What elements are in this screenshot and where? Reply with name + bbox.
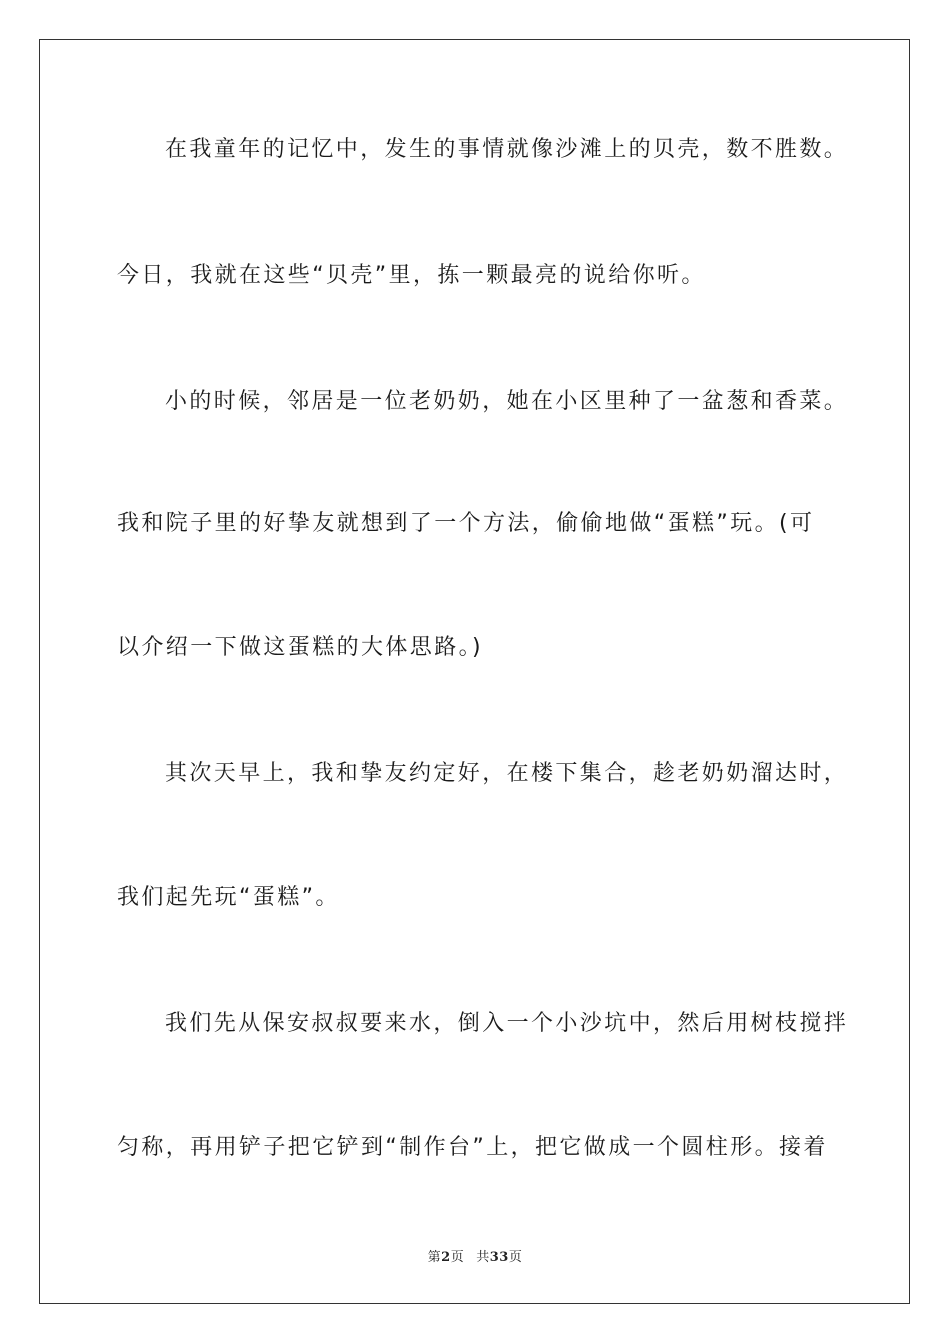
total-pages: 33 [489, 1250, 509, 1265]
paragraph-4-line-1: 我们先从保安叔叔要来水，倒入一个小沙坑中，然后用树枝搅拌 [165, 1011, 849, 1036]
page-number: 2 [441, 1250, 451, 1265]
total-prefix: 共 [476, 1250, 490, 1265]
paragraph-3-line-1: 其次天早上，我和挚友约定好，在楼下集合，趁老奶奶溜达时， [165, 761, 849, 786]
page-prefix: 第 [427, 1250, 442, 1265]
paragraph-4-line-2: 匀称，再用铲子把它铲到“制作台”上，把它做成一个圆柱形。接着 [117, 1135, 828, 1160]
total-suffix: 页 [508, 1250, 523, 1265]
paragraph-2-line-3: 以介绍一下做这蛋糕的大体思路。) [117, 635, 483, 660]
page-suffix: 页 [450, 1250, 465, 1265]
paragraph-1-line-2: 今日，我就在这些“贝壳”里，拣一颗最亮的说给你听。 [117, 263, 706, 288]
paragraph-2-line-1: 小的时候，邻居是一位老奶奶，她在小区里种了一盆葱和香菜。 [165, 389, 849, 414]
paragraph-2-line-2: 我和院子里的好挚友就想到了一个方法，偷偷地做“蛋糕”玩。(可 [117, 511, 815, 536]
page-border [39, 39, 910, 1304]
page-footer [0, 1246, 950, 1265]
paragraph-1-line-1: 在我童年的记忆中，发生的事情就像沙滩上的贝壳，数不胜数。 [165, 137, 849, 162]
paragraph-3-line-2: 我们起先玩“蛋糕”。 [117, 885, 340, 910]
